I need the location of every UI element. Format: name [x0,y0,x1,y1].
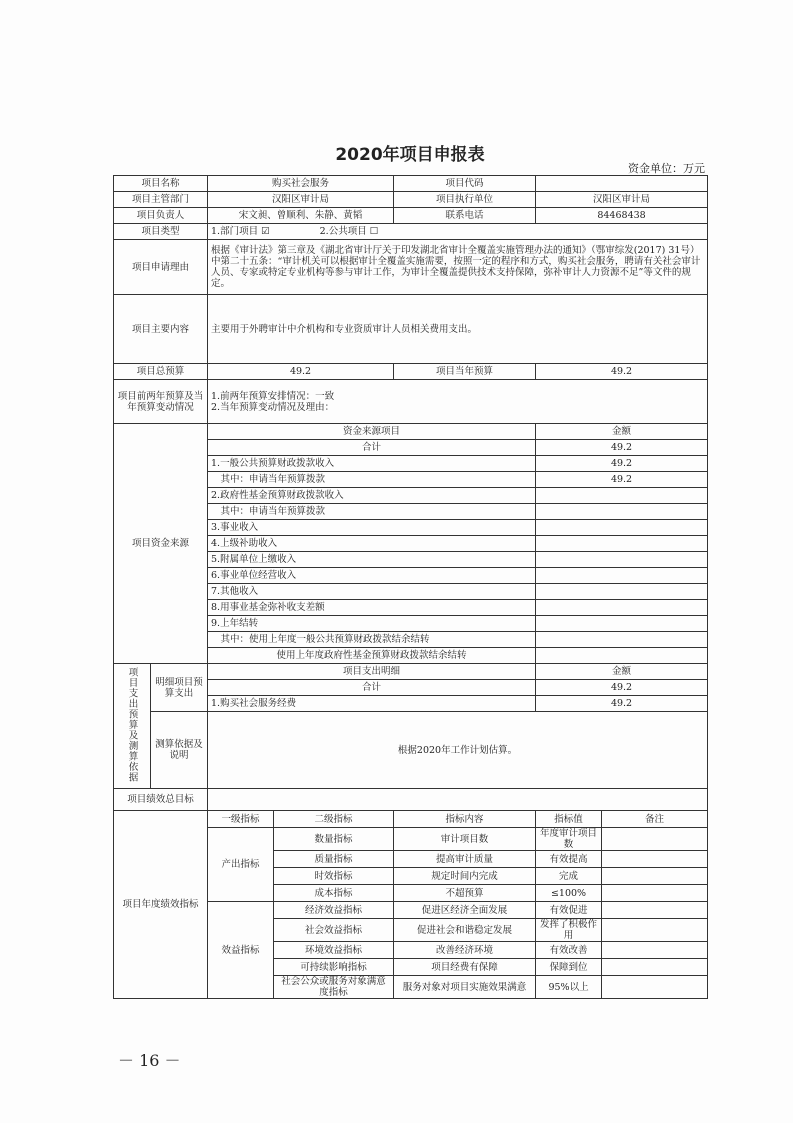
group-benefit: 效益指标 [208,902,274,999]
funding-amount [536,584,708,600]
remark [602,828,708,851]
label: 项目负责人 [114,208,208,224]
type-dept: 1.部门项目 ☑ [211,226,270,237]
page-title: 2020年项目申报表 [335,145,485,165]
total-budget: 49.2 [208,364,394,380]
expense-label-text: 项目支出预算及测算依据 [126,666,138,783]
perf-label: 项目年度绩效指标 [114,811,208,999]
indicator-content: 项目经费有保障 [394,959,536,976]
funding-amount: 49.2 [536,472,708,488]
indicator-value: 95%以上 [536,976,602,999]
indicator-content: 审计项目数 [394,828,536,851]
basis-label: 测算依据及说明 [151,712,208,789]
col-header: 一级指标 [208,811,274,828]
level2-indicator: 数量指标 [274,828,394,851]
expense-amount: 49.2 [536,680,708,696]
indicator-value: 年度审计项目数 [536,828,602,851]
label: 项目类型 [114,224,208,240]
project-code [536,176,708,192]
funding-amount [536,568,708,584]
level2-indicator: 社会效益指标 [274,919,394,942]
col-header: 资金来源项目 [208,424,536,440]
project-name: 购买社会服务 [208,176,394,192]
indicator-value: 发挥了积极作用 [536,919,602,942]
label: 联系电话 [394,208,536,224]
label: 项目总预算 [114,364,208,380]
funding-item: 7.其他收入 [208,584,536,600]
funding-item: 6.事业单位经营收入 [208,568,536,584]
indicator-content: 促进区经济全面发展 [394,902,536,919]
funding-item: 5.附属单位上缴收入 [208,552,536,568]
reason: 根据《审计法》第三章及《湖北省审计厅关于印发湖北省审计全覆盖实施管理办法的通知》（鄂审综发(2017) 31号）中第二十五条：“审计机关可以根据审计全覆盖实施需要，按照一定的程序和方式，购买社会服务，聘请有关社会审计人员、专家或特定专业机构等参与审计工作，为审计全覆盖提供技术支持保障，弥补审计人力资源不足”等文件的规定。 [208,240,708,295]
indicator-content: 不超预算 [394,885,536,902]
col-header: 项目支出明细 [208,664,536,680]
basis: 根据2020年工作计划估算。 [208,712,708,789]
phone: 84468438 [536,208,708,224]
unit-label: 资金单位：万元 [628,162,705,175]
group-output: 产出指标 [208,828,274,902]
funding-item: 1.一般公共预算财政拨款收入 [208,456,536,472]
funding-item: 合计 [208,440,536,456]
indicator-content: 促进社会和谐稳定发展 [394,919,536,942]
col-header: 金额 [536,664,708,680]
funding-amount [536,520,708,536]
remark [602,902,708,919]
funding-item: 8.用事业基金弥补收支差额 [208,600,536,616]
indicator-value: 有效改善 [536,942,602,959]
label: 项目代码 [394,176,536,192]
label: 项目前两年预算及当年预算变动情况 [114,380,208,424]
funding-amount [536,504,708,520]
level2-indicator: 环境效益指标 [274,942,394,959]
level2-indicator: 可持续影响指标 [274,959,394,976]
level2-indicator: 社会公众或服务对象满意度指标 [274,976,394,999]
funding-amount [536,536,708,552]
label: 项目名称 [114,176,208,192]
change-1: 1.前两年预算安排情况：一致 [211,390,335,402]
main-content: 主要用于外聘审计中介机构和专业资质审计人员相关费用支出。 [208,295,708,364]
remark [602,885,708,902]
funding-item: 4.上级补助收入 [208,536,536,552]
application-table [113,175,708,999]
remark [602,959,708,976]
funding-item: 其中：申请当年预算拨款 [208,472,536,488]
indicator-content: 提高审计质量 [394,851,536,868]
detail-label: 明细项目预算支出 [151,664,208,712]
table-row [114,811,708,828]
expense-item: 合计 [208,680,536,696]
indicator-value: 保障到位 [536,959,602,976]
expense-amount: 49.2 [536,696,708,712]
indicator-value: ≤100% [536,885,602,902]
level2-indicator: 质量指标 [274,851,394,868]
remark [602,868,708,885]
funding-amount: 49.2 [536,456,708,472]
funding-item: 使用上年度政府性基金预算财政拨款结余结转 [208,648,536,664]
funding-item: 其中：使用上年度一般公共预算财政拨款结余结转 [208,632,536,648]
funding-amount: 49.2 [536,440,708,456]
funding-amount [536,648,708,664]
indicator-value: 有效提高 [536,851,602,868]
level2-indicator: 成本指标 [274,885,394,902]
col-header: 金额 [536,424,708,440]
change-2: 2.当年预算变动情况及理由： [211,401,335,413]
funding-item: 9.上年结转 [208,616,536,632]
type-public: 2.公共项目 ☐ [319,226,379,237]
funding-label: 项目资金来源 [114,424,208,664]
funding-amount [536,616,708,632]
col-header: 备注 [602,811,708,828]
label: 项目主要内容 [114,295,208,364]
funding-amount [536,488,708,504]
budget-change [208,380,708,424]
project-type [208,224,708,240]
exec-unit: 汉阳区审计局 [536,192,708,208]
goal-label: 项目绩效总目标 [114,789,208,811]
col-header: 指标值 [536,811,602,828]
label: 项目执行单位 [394,192,536,208]
table-row [114,424,708,440]
indicator-content: 服务对象对项目实施效果满意 [394,976,536,999]
goal [208,789,708,811]
remark [602,976,708,999]
indicator-value: 有效促进 [536,902,602,919]
funding-amount [536,552,708,568]
expense-label [114,664,151,789]
table-row [114,712,708,789]
leaders: 宋文昶、曾顺利、朱静、黄韬 [208,208,394,224]
label: 项目主管部门 [114,192,208,208]
remark [602,851,708,868]
table-row [114,664,708,680]
year-budget: 49.2 [536,364,708,380]
indicator-value: 完成 [536,868,602,885]
table-row [114,789,708,811]
expense-item: 1.购买社会服务经费 [208,696,536,712]
col-header: 二级指标 [274,811,394,828]
dept: 汉阳区审计局 [208,192,394,208]
funding-item: 3.事业收入 [208,520,536,536]
funding-item: 其中：申请当年预算拨款 [208,504,536,520]
remark [602,919,708,942]
funding-amount [536,632,708,648]
indicator-content: 改善经济环境 [394,942,536,959]
label: 项目申请理由 [114,240,208,295]
remark [602,942,708,959]
label: 项目当年预算 [394,364,536,380]
level2-indicator: 经济效益指标 [274,902,394,919]
page-number: － 16 － [118,1051,181,1070]
funding-amount [536,600,708,616]
indicator-content: 规定时间内完成 [394,868,536,885]
level2-indicator: 时效指标 [274,868,394,885]
col-header: 指标内容 [394,811,536,828]
funding-item: 2.政府性基金预算财政拨款收入 [208,488,536,504]
